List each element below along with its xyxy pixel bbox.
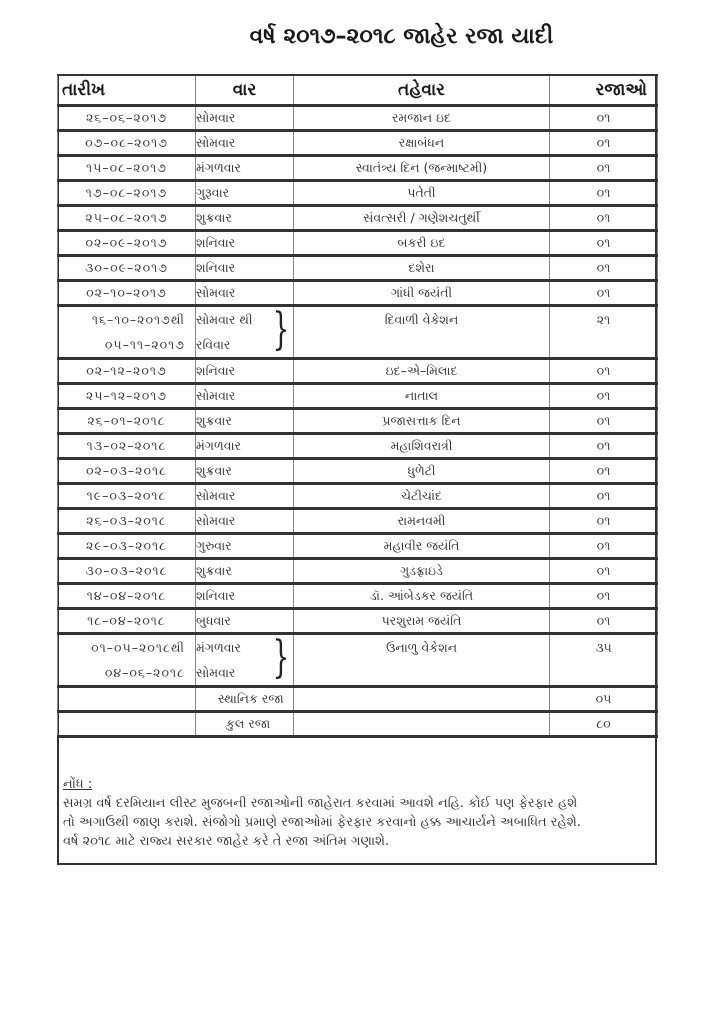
row-festival: દશેરા [294, 256, 550, 281]
day-to: રવિવાર [196, 337, 231, 352]
date-from: ૧૬–૧૦–૨૦૧૭થી [91, 312, 185, 327]
row-festival: રમજાન ઇદ [294, 106, 550, 131]
row-day-range [196, 306, 294, 359]
date-to: ૦૫–૧૧–૨૦૧૭ [104, 337, 185, 352]
table-row [58, 106, 658, 131]
row-day: સોમવાર [196, 281, 294, 306]
page-title: વર્ષ ૨૦૧૭–૨૦૧૮ જાહેર રજા યાદી [249, 24, 554, 49]
row-festival: ચેટીચાંદ [294, 484, 550, 509]
table-header-row [58, 75, 658, 106]
table-row [58, 231, 658, 256]
row-date: ૧૯–૦૩–૨૦૧૮ [58, 484, 196, 509]
row-date: ૩૦–૦૯–૨૦૧૭ [58, 256, 196, 281]
brace-icon: } [272, 304, 290, 355]
table-row-summer-vacation [58, 634, 658, 687]
row-date: ૧૫–૦૮–૨૦૧૭ [58, 156, 196, 181]
row-festival: રક્ષાબંધન [294, 131, 550, 156]
table-row-local-holidays [58, 687, 658, 712]
row-festival [294, 634, 550, 687]
row-date: ૨૬–૦૬–૨૦૧૭ [58, 106, 196, 131]
note-section [63, 775, 653, 851]
row-festival: રામનવમી [294, 509, 550, 534]
row-festival: પતેતી [294, 181, 550, 206]
table-row [58, 434, 658, 459]
row-date-range [58, 634, 196, 687]
total-holidays-count: ૮૦ [550, 712, 658, 737]
table-row [58, 206, 658, 231]
empty-cell [294, 687, 550, 712]
empty-cell [294, 712, 550, 737]
row-festival [294, 306, 550, 359]
row-date: ૧૩–૦૨–૨૦૧૮ [58, 434, 196, 459]
table-row [58, 181, 658, 206]
row-festival: સ્વાતંત્ર્ય દિન (જન્માષ્ટમી) [294, 156, 550, 181]
row-count: ૦૧ [550, 206, 658, 231]
row-count: ૦૧ [550, 434, 658, 459]
row-day: શનિવાર [196, 231, 294, 256]
note-line: વર્ષ ૨૦૧૮ માટે રાજ્ય સરકાર જાહેર કરે તે રજા અંતિમ ગણાશે. [63, 834, 390, 849]
count-value: ૨૧ [596, 312, 611, 327]
row-day: મંગળવાર [196, 156, 294, 181]
row-count: ૦૧ [550, 231, 658, 256]
day-from: મંગળવાર [196, 640, 242, 655]
row-date: ૦૭–૦૮–૨૦૧૭ [58, 131, 196, 156]
row-festival: મહાવીર જયંતિ [294, 534, 550, 559]
row-day: બુધવાર [196, 609, 294, 634]
table-row [58, 509, 658, 534]
row-count: ૦૧ [550, 281, 658, 306]
row-count [550, 634, 658, 687]
day-from: સોમવાર થી [196, 312, 253, 327]
row-day: ગુરૂવાર [196, 181, 294, 206]
table-row [58, 156, 658, 181]
table-row [58, 609, 658, 634]
local-holidays-label: સ્થાનિક રજા [196, 687, 294, 712]
table-row [58, 484, 658, 509]
row-count: ૦૧ [550, 534, 658, 559]
brace-icon: } [272, 632, 290, 683]
row-day: શુક્રવાર [196, 459, 294, 484]
row-date-range [58, 306, 196, 359]
row-date: ૨૫–૧૨–૨૦૧૭ [58, 384, 196, 409]
row-count: ૦૧ [550, 509, 658, 534]
row-day: સોમવાર [196, 106, 294, 131]
row-day-range [196, 634, 294, 687]
row-date: ૦૨–૧૦–૨૦૧૭ [58, 281, 196, 306]
row-festival: સંવત્સરી / ગણેશચતુર્થી [294, 206, 550, 231]
table-row [58, 584, 658, 609]
row-count: ૦૧ [550, 409, 658, 434]
empty-cell [58, 712, 196, 737]
row-date: ૦૨–૦૯–૨૦૧૭ [58, 231, 196, 256]
row-festival: પરશુરામ જયંતિ [294, 609, 550, 634]
row-date: ૦૨–૦૩–૨૦૧૮ [58, 459, 196, 484]
day-to: સોમવાર [196, 665, 236, 680]
row-day: મંગળવાર [196, 434, 294, 459]
row-festival: ગુડફ્રાઇડે [294, 559, 550, 584]
row-date: ૩૦–૦૩–૨૦૧૮ [58, 559, 196, 584]
table-row [58, 384, 658, 409]
header-day: વાર [196, 75, 294, 106]
note-line: તો અગાઉથી જાણ કરાશે. સંજોગો પ્રમાણે રજાઓમાં ફેરફાર કરવાનો હક્ક આચાર્યને અબાધિત રહેશે. [63, 815, 581, 830]
row-date: ૨૫–૦૮–૨૦૧૭ [58, 206, 196, 231]
table-row [58, 256, 658, 281]
row-count: ૦૧ [550, 359, 658, 384]
row-count: ૦૧ [550, 384, 658, 409]
row-count: ૦૧ [550, 181, 658, 206]
row-festival: ધુળેટી [294, 459, 550, 484]
row-count: ૦૧ [550, 106, 658, 131]
row-count: ૦૧ [550, 156, 658, 181]
note-label: નોંધ : [63, 777, 93, 792]
table-row-diwali-vacation [58, 306, 658, 359]
table-row [58, 359, 658, 384]
row-day: સોમવાર [196, 131, 294, 156]
holiday-table [57, 74, 658, 738]
row-festival: ગાંધી જયંતી [294, 281, 550, 306]
row-festival: ઇદ–એ–મિલાદ [294, 359, 550, 384]
table-row [58, 559, 658, 584]
header-holidays: રજાઓ [550, 75, 658, 106]
row-count [550, 306, 658, 359]
festival-label: દિવાળી વેકેશન [384, 312, 459, 327]
table-row [58, 534, 658, 559]
row-date: ૨૯–૦૩–૨૦૧૮ [58, 534, 196, 559]
row-count: ૦૧ [550, 609, 658, 634]
count-value: ૩૫ [595, 640, 612, 655]
row-count: ૦૧ [550, 559, 658, 584]
local-holidays-count: ૦૫ [550, 687, 658, 712]
table-row [58, 131, 658, 156]
row-count: ૦૧ [550, 131, 658, 156]
table-row-total-holidays [58, 712, 658, 737]
row-count: ૦૧ [550, 459, 658, 484]
row-day: સોમવાર [196, 384, 294, 409]
row-date: ૧૪–૦૪–૨૦૧૮ [58, 584, 196, 609]
table-row [58, 459, 658, 484]
total-holidays-label: કુલ રજા [196, 712, 294, 737]
row-date: ૧૮–૦૪–૨૦૧૮ [58, 609, 196, 634]
row-day: ગુરુવાર [196, 534, 294, 559]
table-row [58, 281, 658, 306]
row-count: ૦૧ [550, 484, 658, 509]
date-to: ૦૪–૦૬–૨૦૧૮ [104, 665, 185, 680]
note-line: સમગ્ર વર્ષ દરમિયાન લીસ્ટ મુજબની રજાઓની જાહેરાત કરવામાં આવશે નહિ. કોઈ પણ ફેરફાર હશે [63, 796, 578, 811]
row-date: ૧૭–૦૮–૨૦૧૭ [58, 181, 196, 206]
row-day: શનિવાર [196, 359, 294, 384]
row-day: શુક્રવાર [196, 559, 294, 584]
row-count: ૦૧ [550, 256, 658, 281]
row-date: ૦૨–૧૨–૨૦૧૭ [58, 359, 196, 384]
row-festival: પ્રજાસત્તાક દિન [294, 409, 550, 434]
header-festival: તહેવાર [294, 75, 550, 106]
row-date: ૨૬–૦૩–૨૦૧૮ [58, 509, 196, 534]
row-count: ૦૧ [550, 584, 658, 609]
date-from: ૦૧–૦૫–૨૦૧૮થી [91, 640, 185, 655]
empty-cell [58, 687, 196, 712]
row-day: સોમવાર [196, 484, 294, 509]
table-row [58, 409, 658, 434]
row-day: શુક્રવાર [196, 409, 294, 434]
row-day: સોમવાર [196, 509, 294, 534]
header-date: તારીખ [58, 75, 196, 106]
row-festival: ડૉ. આંબેડકર જયંતિ [294, 584, 550, 609]
row-festival: બકરી ઇદ [294, 231, 550, 256]
row-festival: નાતાલ [294, 384, 550, 409]
row-day: શનિવાર [196, 256, 294, 281]
row-day: શનિવાર [196, 584, 294, 609]
row-festival: મહાશિવરાત્રી [294, 434, 550, 459]
row-day: શુક્રવાર [196, 206, 294, 231]
row-date: ૨૬–૦૧–૨૦૧૮ [58, 409, 196, 434]
festival-label: ઉનાળુ વેકેશન [385, 640, 458, 655]
